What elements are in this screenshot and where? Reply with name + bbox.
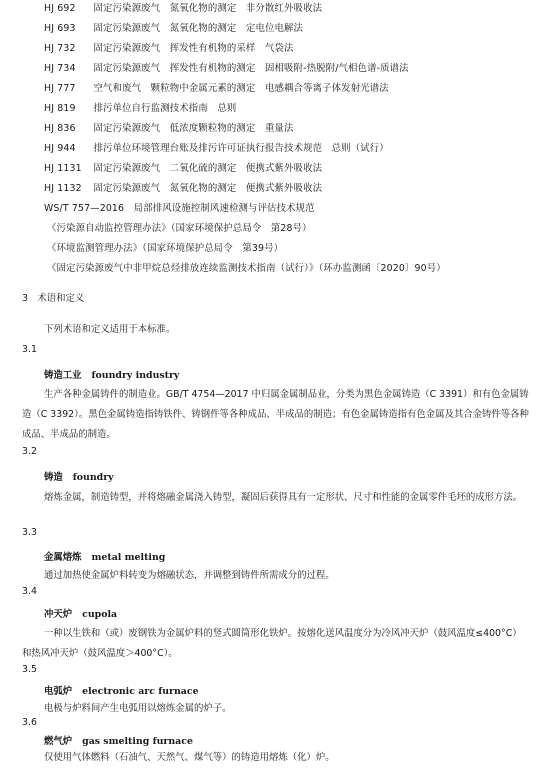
term-number: 3.4 [22, 586, 37, 597]
term-number: 3.6 [22, 717, 37, 728]
reference-title: 空气和废气 颗粒物中金属元素的测定 电感耦合等离子体发射光谱法 [93, 83, 389, 94]
reference-code: HJ 1132 [44, 183, 82, 194]
term-definition: 通过加热使金属炉料转变为熔融状态，并调整到铸件所需成分的过程。 [44, 570, 335, 581]
regulation-item: 《环境监测管理办法》（国家环境保护总局令 第39号） [47, 243, 284, 254]
reference-code: HJ 836 [44, 123, 76, 134]
reference-title: 固定污染源废气 二氧化硫的测定 便携式紫外吸收法 [93, 163, 323, 174]
reference-code: HJ 1131 [44, 163, 82, 174]
term-en: foundry industry [91, 370, 180, 381]
term-en: metal melting [91, 552, 166, 563]
reference-item [44, 60, 409, 74]
term-heading [44, 549, 165, 563]
reference-code: HJ 732 [44, 43, 76, 54]
reference-title: 局部排风设施控制风速检测与评估技术规范 [133, 203, 315, 214]
reference-title: 固定污染源废气 挥发性有机物的采样 气袋法 [93, 43, 294, 54]
term-zh: 电弧炉 [44, 686, 73, 697]
reference-item [44, 0, 322, 14]
reference-title: 固定污染源废气 氮氧化物的测定 非分散红外吸收法 [93, 3, 323, 14]
term-number: 3.1 [22, 344, 37, 355]
reference-item [44, 180, 322, 194]
reference-item [44, 200, 315, 214]
reference-code: HJ 777 [44, 83, 76, 94]
section-title: 术语和定义 [37, 293, 85, 304]
term-definition: 熔炼金属，制造铸型，并将熔融金属浇入铸型，凝固后获得具有一定形状、尺寸和性能的金属零件毛坯的成形方法。 [44, 492, 523, 503]
reference-code: HJ 734 [44, 63, 76, 74]
section-heading [22, 290, 84, 304]
term-number: 3.2 [22, 446, 37, 457]
regulation-item: 《固定污染源废气中非甲烷总烃排放连续监测技术指南（试行）》（环办监测函〔2020〕90号） [47, 263, 446, 274]
reference-title: 排污单位自行监测技术指南 总则 [93, 103, 237, 114]
reference-item [44, 160, 322, 174]
reference-code: HJ 693 [44, 23, 76, 34]
section-intro: 下列术语和定义适用于本标准。 [44, 324, 176, 335]
reference-title: 固定污染源废气 氮氧化物的测定 便携式紫外吸收法 [93, 183, 323, 194]
term-number: 3.3 [22, 527, 37, 538]
section-number: 3 [22, 293, 28, 304]
term-zh: 燃气炉 [44, 736, 73, 747]
term-en: gas smelting furnace [82, 736, 193, 747]
term-zh: 金属熔炼 [44, 552, 82, 563]
reference-item [44, 100, 236, 114]
term-zh: 铸造 [44, 472, 63, 483]
term-heading [44, 733, 193, 747]
term-heading [44, 367, 179, 381]
term-definition: 一种以生铁和（或）废钢铁为金属炉料的竖式圆筒形化铁炉。按熔化送风温度分为冷风冲天炉（鼓风温度≤400°C）和热风冲天炉（鼓风温度＞400°C）。 [22, 628, 522, 659]
term-heading [44, 469, 114, 483]
reference-item [44, 140, 389, 154]
term-en: electronic arc furnace [82, 686, 199, 697]
reference-title: 固定污染源废气 氮氧化物的测定 定电位电解法 [93, 23, 304, 34]
reference-item [44, 20, 303, 34]
term-number: 3.5 [22, 664, 37, 675]
reference-code: HJ 944 [44, 143, 76, 154]
term-definition: 电极与炉料间产生电弧用以熔炼金属的炉子。 [44, 703, 232, 714]
term-en: foundry [72, 472, 114, 483]
regulation-item: 《污染源自动监控管理办法》（国家环境保护总局令 第28号） [47, 223, 312, 234]
reference-code: HJ 819 [44, 103, 76, 114]
term-definition: 生产各种金属铸件的制造业。GB/T 4754—2017 中归属金属制品业，分类为黑色金属铸造（C 3391）和有色金属铸造（C 3392）。黑色金属铸造指铸铁件、铸钢件等各种成品、半成品的制造；有色金属铸造指有色金属及其合金铸件等各种成品、半成品的制造。 [22, 389, 529, 440]
reference-title: 固定污染源废气 低浓度颗粒物的测定 重量法 [93, 123, 294, 134]
term-en: cupola [82, 609, 118, 620]
reference-item [44, 120, 294, 134]
reference-item [44, 80, 389, 94]
term-definition: 仅使用气体燃料（石油气、天然气、煤气等）的铸造用熔炼（化）炉。 [44, 752, 335, 763]
term-zh: 铸造工业 [44, 370, 82, 381]
reference-code: HJ 692 [44, 3, 76, 14]
term-heading [44, 606, 117, 620]
reference-code: WS/T 757—2016 [44, 203, 125, 214]
reference-item [44, 40, 294, 54]
reference-title: 固定污染源废气 挥发性有机物的测定 固相吸附-热脱附/气相色谱-质谱法 [93, 63, 409, 74]
reference-title: 排污单位环境管理台账及排污许可证执行报告技术规范 总则（试行） [93, 143, 389, 154]
term-zh: 冲天炉 [44, 609, 73, 620]
term-heading [44, 683, 199, 697]
